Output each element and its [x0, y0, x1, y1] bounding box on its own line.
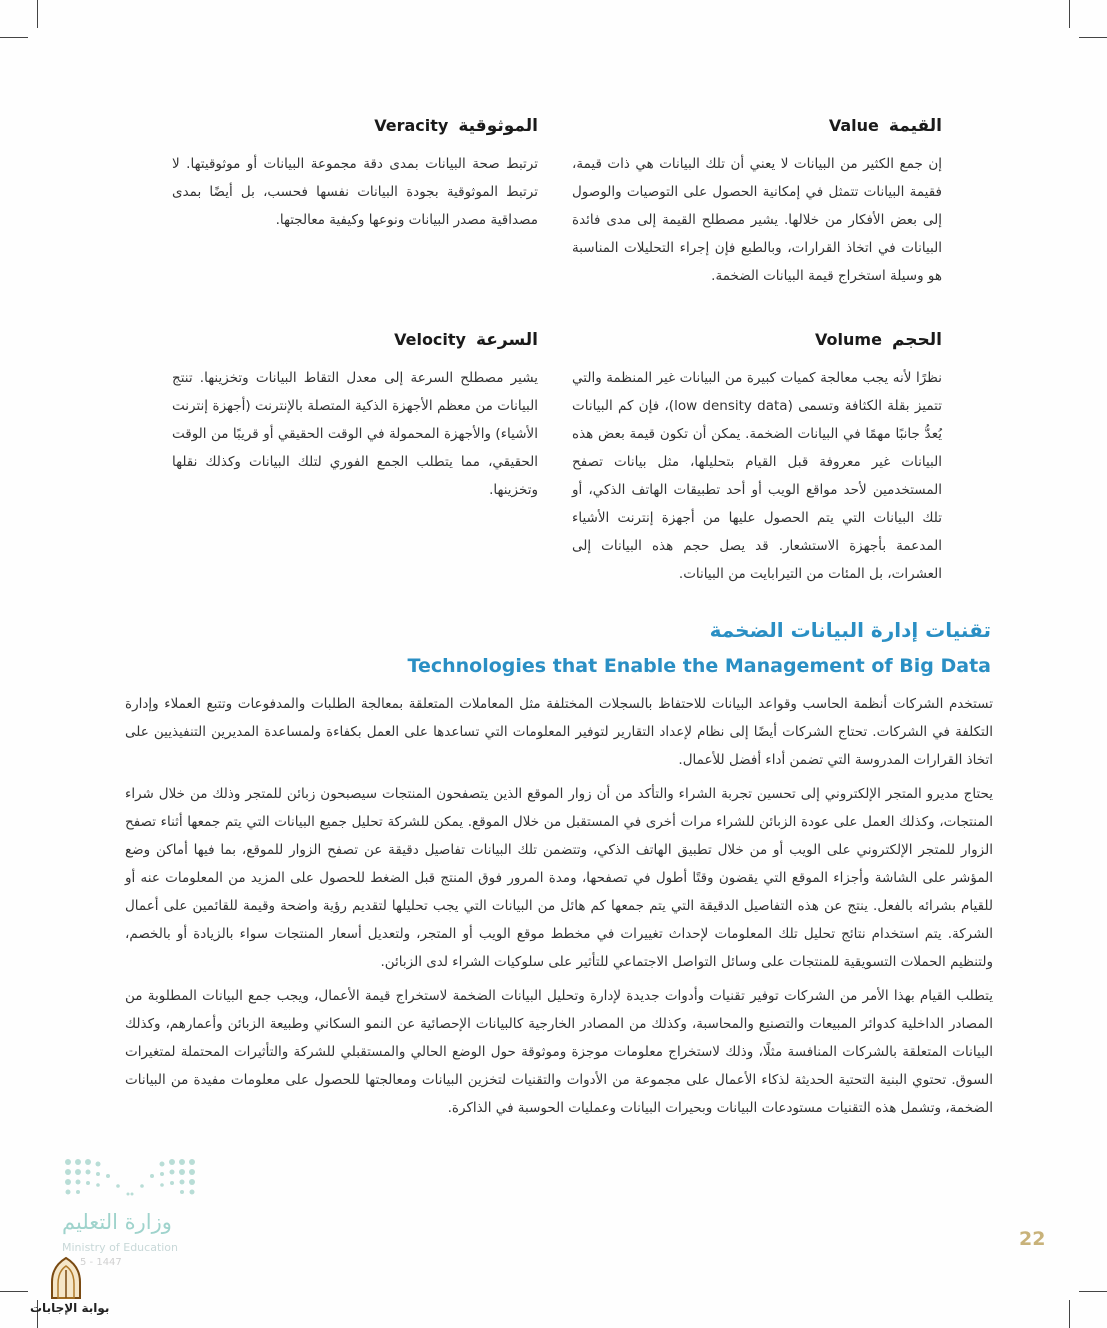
crop-mark-bottom-right-v [1069, 1300, 1070, 1328]
body-text [125, 690, 993, 1128]
page-number: 22 [1019, 1228, 1046, 1250]
year-label: 5 - 1447 [80, 1257, 122, 1268]
value-heading [572, 116, 942, 136]
veracity-title-ar: الموثوقية [458, 116, 538, 136]
velocity-heading [172, 330, 538, 350]
value-title-en: Value [828, 116, 879, 135]
value-section [572, 116, 942, 290]
volume-heading [572, 330, 942, 350]
volume-text: نظرًا لأنه يجب معالجة كميات كبيرة من البيانات غير المنظمة والتي تتميز بقلة الكثافة وتسمى (low density data)، فإن كم البيانات يُعدُّ جانبًا مهمًا في البيانات الضخمة. يمكن أن تكون قيمة بعض هذه البيانات غير معروفة قبل القيام بتحليلها، مثل بيانات تصفح المستخدمين لأحد مواقع الويب أو أحد تطبيقات الهاتف الذكي، أو تلك البيانات التي يتم الحصول عليها من أجهزة إنترنت الأشياء المدعمة بأجهزة الاستشعار. قد يصل حجم هذه البيانات إلى العشرات، بل المئات من التيرابايت من البيانات. [572, 370, 942, 582]
crop-mark-top-left-v [37, 0, 38, 28]
velocity-section [172, 330, 538, 504]
section-title-ar: تقنيات إدارة البيانات الضخمة [709, 618, 991, 642]
watermark-logo-icon [44, 1256, 88, 1300]
crop-mark-top-right-v [1069, 0, 1070, 28]
body-paragraph-2: يحتاج مديرو المتجر الإلكتروني إلى تحسين تجربة الشراء والتأكد من أن زوار الموقع الذين يتصفحون المنتجات سيصبحون زبائن للمتجر وذلك من خلال شراء المنتجات، وكذلك العمل على عودة الزبائن للشراء مرات أخرى في المستقبل من خلال الموقع. يمكن للشركة تحليل جميع البيانات التي يتم جمعها أثناء تصفح الزوار للمتجر الإلكتروني على الويب أو من خلال تطبيق الهاتف الذكي، وتتضمن تلك البيانات تفاصيل دقيقة عن تصفح الزوار للموقع، بما فيها أماكن وضع المؤشر على الشاشة وأجزاء الموقع التي يقضون وقتًا أطول في تصفحها، ومدة المرور فوق المنتج قبل الضغط للحصول على المزيد من المعلومات عنه أو للقيام بشرائه بالفعل. ينتج عن هذه التفاصيل الدقيقة التي يتم جمعها كم هائل من البيانات التي يجب تحليلها لتقديم رؤية واضحة وقيمة للقائمين على أعمال الشركة. يتم استخدام نتائج تحليل تلك المعلومات لإحداث تغييرات في مخطط موقع الويب أو المتجر، ولتعديل أسعار المنتجات سواء بالزيادة أو بالخصم، ولتنظيم الحملات التسويقية للمنتجات على وسائل التواصل الاجتماعي للتأثير على سلوكيات الشراء لدى الزبائن. [125, 786, 993, 970]
volume-section [572, 330, 942, 588]
crop-mark-bottom-left-h [0, 1291, 28, 1292]
crop-mark-bottom-right-h [1079, 1291, 1107, 1292]
volume-title-ar: الحجم [891, 330, 942, 350]
crop-mark-top-right-h [1079, 37, 1107, 38]
veracity-text: ترتبط صحة البيانات بمدى دقة مجموعة البيانات أو موثوقيتها. لا ترتبط الموثوقية بجودة البيانات نفسها فحسب، بل أيضًا بمدى مصداقية مصدر البيانات ونوعها وكيفية معالجتها. [172, 156, 538, 228]
body-paragraph-3: يتطلب القيام بهذا الأمر من الشركات توفير تقنيات وأدوات جديدة لإدارة وتحليل البيانات الضخمة لاستخراج قيمة الأعمال، ويجب جمع البيانات المطلوبة من المصادر الداخلية كدوائر المبيعات والتصنيع والمحاسبة، وكذلك من المصادر الخارجية كالبيانات الإحصائية عن النمو السكاني وطبيعة الزبائن وأعمارهم، وكذلك البيانات المتعلقة بالشركات المنافسة مثلًا، وذلك لاستخراج معلومات موجزة وموثوقة حول الوضع الحالي والمستقبلي للشركة والتأثيرات المحتملة لمتغيرات السوق. تحتوي البنية التحتية الحديثة لذكاء الأعمال على مجموعة من الأدوات والتقنيات لتخزين البيانات ومعالجتها للحصول على معلومات مفيدة من البيانات الضخمة، وتشمل هذه التقنيات مستودعات البيانات وبحيرات البيانات وعمليات الحوسبة في الذاكرة. [125, 988, 993, 1116]
ministry-name-en: Ministry of Education [62, 1241, 179, 1254]
body-paragraph-1: تستخدم الشركات أنظمة الحاسب وقواعد البيانات للاحتفاظ بالسجلات المختلفة مثل المعاملات المتعلقة بمعالجة الطلبات والمدفوعات وتتبع العملاء وإدارة التكلفة في الشركات. تحتاج الشركات أيضًا إلى نظام لإعداد التقارير لتوفير المعلومات التي تساعدها على العمل بكفاءة ولمساعدة المديرين التنفيذيين على اتخاذ القرارات المدروسة التي تضمن أداء أفضل للأعمال. [125, 696, 993, 768]
section-title-en: Technologies that Enable the Management of Big Data [407, 655, 991, 677]
veracity-title-en: Veracity [374, 116, 449, 135]
ministry-name-ar: وزارة التعليم [62, 1210, 172, 1234]
ministry-logo-dots-icon [62, 1156, 198, 1198]
veracity-section [172, 116, 538, 234]
velocity-title-en: Velocity [394, 330, 466, 349]
velocity-text: يشير مصطلح السرعة إلى معدل التقاط البيانات وتخزينها. تنتج البيانات من معظم الأجهزة الذكية المتصلة بالإنترنت (أجهزة إنترنت الأشياء) والأجهزة المحمولة في الوقت الحقيقي أو قريبًا من الوقت الحقيقي، مما يتطلب الجمع الفوري لتلك البيانات وكذلك نقلها وتخزينها. [172, 370, 538, 498]
veracity-heading [172, 116, 538, 136]
crop-mark-top-left-h [0, 37, 28, 38]
velocity-title-ar: السرعة [475, 330, 538, 350]
watermark-label: بوابة الإجابات [30, 1301, 110, 1315]
value-title-ar: القيمة [888, 116, 942, 136]
value-text: إن جمع الكثير من البيانات لا يعني أن تلك البيانات هي ذات قيمة، فقيمة البيانات تتمثل في إمكانية الحصول على التوصيات والوصول إلى بعض الأفكار من خلالها. يشير مصطلح القيمة إلى مدى فائدة البيانات في اتخاذ القرارات، وبالطبع فإن إجراء التحليلات المناسبة هو وسيلة استخراج قيمة البيانات الضخمة. [572, 156, 942, 284]
volume-title-en: Volume [815, 330, 882, 349]
